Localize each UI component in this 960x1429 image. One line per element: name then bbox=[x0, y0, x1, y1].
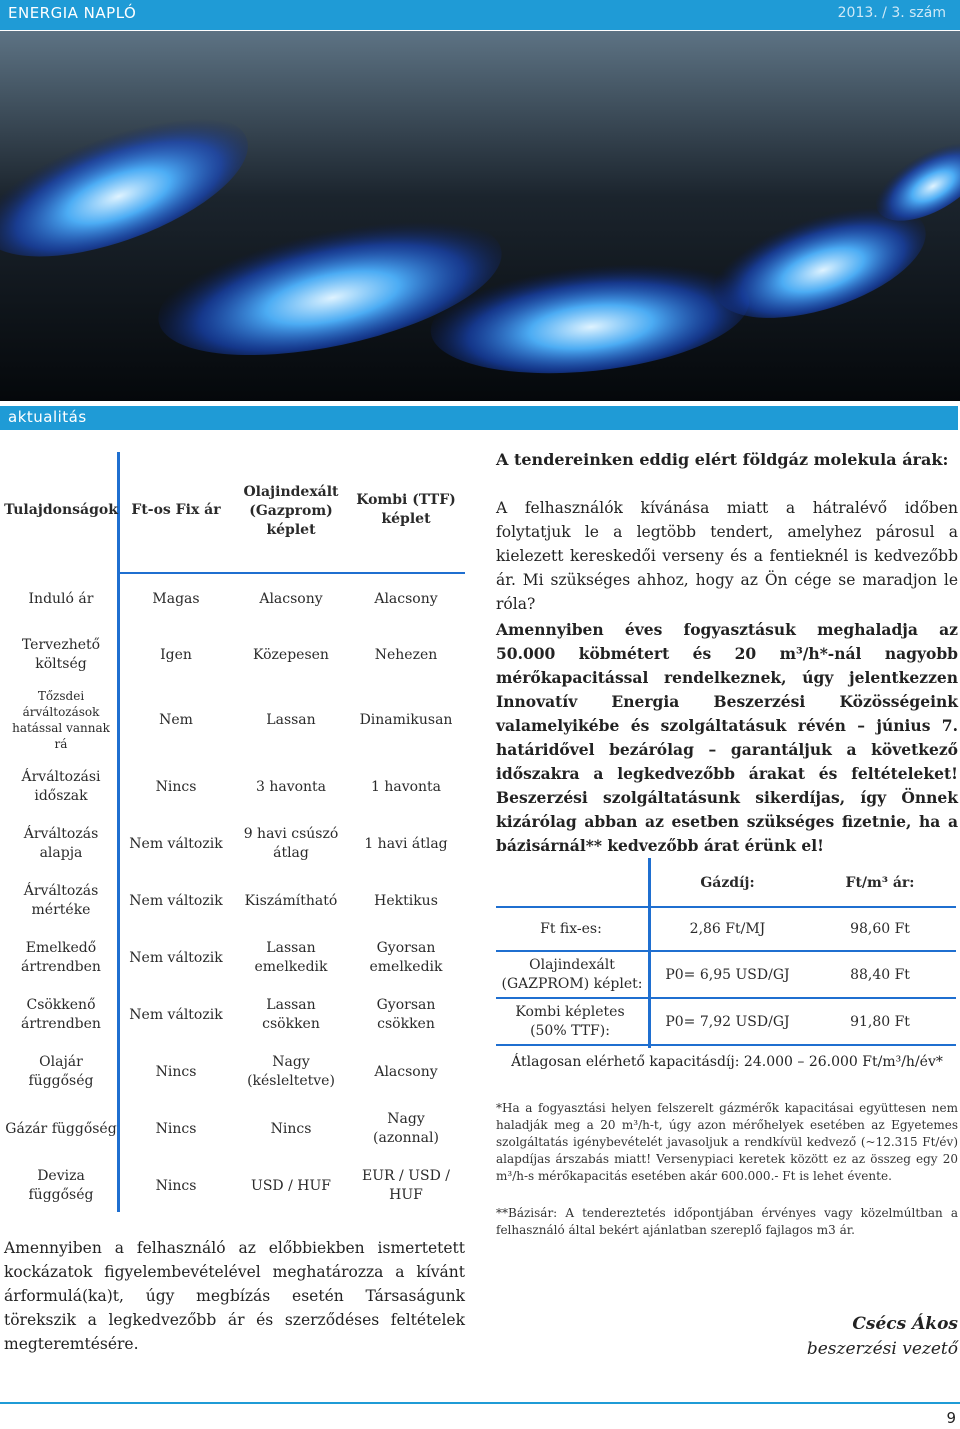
cell-fixed: Nem változik bbox=[129, 1006, 223, 1023]
header-properties: Tulajdonságok bbox=[4, 501, 118, 518]
price-row-label: Ft fix-es: bbox=[540, 920, 602, 937]
offer-paragraph: Amennyiben éves fogyasztásuk meghaladja az 50.000 köbmétert és 20 m³/h*-nál nagyobb mérőkapacitással rendelkeznek, úgy jelentkezzen Innovatív Energia Beszerzési Közösségeink valamelyikébe és szolgáltatásuk révén – június 7. határidővel bezárólag – garantáljuk a következő időszakra a legkedvezőbb árakat és feltételeket! Beszerzési szolgáltatásunk sikerdíjas, így Önnek kizárólag abban az esetben szükséges fizetnie, ha a bázisárnál** kedvezőbb árat érünk el! bbox=[496, 620, 958, 855]
header-fee: Gázdíj: bbox=[700, 874, 755, 891]
cell-fixed: Nem bbox=[159, 711, 193, 728]
cell-fixed: Nincs bbox=[155, 778, 197, 795]
cell-kombi: Hektikus bbox=[374, 892, 438, 909]
page-number: 9 bbox=[946, 1409, 956, 1427]
intro-paragraph: A felhasználók kívánása miatt a hátralévő időben folytatjuk le a legtöbb tendert, amelyhez párosul a kielezett kereskedői verseny és a fentieknél is kedvezőbb ár. Mi szükséges ahhoz, hogy az Ön cége se maradjon le róla? bbox=[496, 499, 958, 613]
average-capacity-fee: Átlagosan elérhető kapacitásdíj: 24.000 – 26.000 Ft/m³/h/év* bbox=[511, 1054, 943, 1070]
section-label: aktualitás bbox=[8, 408, 87, 426]
cell-kombi: Alacsony bbox=[374, 590, 438, 607]
row-label: Árváltozás mértéke bbox=[23, 883, 99, 918]
row-label: Tervezhető költség bbox=[21, 637, 101, 672]
cell-oil: 3 havonta bbox=[255, 778, 327, 795]
table-divider bbox=[496, 997, 956, 999]
cell-kombi: Alacsony bbox=[374, 1063, 438, 1080]
cell-oil: Közepesen bbox=[253, 646, 329, 663]
cell-kombi: Dinamikusan bbox=[359, 711, 453, 728]
cell-kombi: 1 havonta bbox=[370, 778, 442, 795]
publication-title: ENERGIA NAPLÓ bbox=[8, 4, 137, 22]
price-row-label: Olajindexált (GAZPROM) képlet: bbox=[501, 957, 643, 992]
cell-kombi: Gyorsan csökken bbox=[376, 997, 436, 1032]
signature-title: beszerzési vezető bbox=[806, 1339, 958, 1359]
footnote-base-price: **Bázisár: A tendereztetés időpontjában érvényes vagy közelmúltban a felhasználó által bekért ajánlatban szereplő fajlagos m3 ár. bbox=[496, 1206, 958, 1237]
signature-name: Csécs Ákos bbox=[852, 1314, 958, 1334]
left-paragraph: Amennyiben a felhasználó az előbbiekben ismertetett kockázatok figyelembevételével meghatározza a kívánt árformulá(ka)t, úgy megbízás esetén Társaságunk törekszik a legkedvezőbb ár és szerződéses feltételek megteremtésére. bbox=[4, 1239, 465, 1353]
row-label: Tőzsdei árváltozások hatással vannak rá bbox=[12, 689, 110, 751]
row-label: Csökkenő ártrendben bbox=[21, 997, 101, 1032]
footnote-capacity: *Ha a fogyasztási helyen felszerelt gázmérők kapacitásai együttesen nem haladják meg a 20 m³/h-t, úgy azon mérőhelyek esetében az Egyetemes szolgáltatás igénybevételét javasoljuk a rendkívül kedvező (~12.315 Ft/év) alapdíjas árszabás miatt! Versenypiaci keretek között ez az összeg egy 20 m³/h-s mérőkapacitás esetében akár 600.000.- Ft is lehet évente. bbox=[496, 1101, 958, 1183]
prices-heading: A tendereinken eddig elért földgáz molekula árak: bbox=[496, 450, 949, 469]
cell-oil: Lassan bbox=[266, 711, 316, 728]
table-divider bbox=[648, 858, 651, 1048]
cell-oil: Nagy (késleltetve) bbox=[247, 1054, 335, 1089]
cell-fixed: Nincs bbox=[155, 1063, 197, 1080]
table-divider bbox=[117, 452, 120, 1212]
cell-oil: Lassan emelkedik bbox=[254, 940, 328, 975]
cell-fixed: Magas bbox=[152, 590, 200, 607]
issue-number: 2013. / 3. szám bbox=[837, 5, 946, 21]
cell-fixed: Nem változik bbox=[129, 949, 223, 966]
row-label: Olajár függőség bbox=[28, 1054, 94, 1089]
cell-oil: Lassan csökken bbox=[262, 997, 320, 1032]
row-label: Gázár függőség bbox=[5, 1120, 117, 1137]
header-kombi: Kombi (TTF) képlet bbox=[356, 492, 456, 527]
price-row-price: 91,80 Ft bbox=[850, 1013, 910, 1030]
table-divider bbox=[496, 950, 956, 952]
cell-oil: Alacsony bbox=[259, 590, 323, 607]
cell-oil: Kiszámítható bbox=[244, 892, 338, 909]
flame-illustration bbox=[0, 31, 960, 401]
cell-kombi: Gyorsan emelkedik bbox=[369, 940, 443, 975]
row-label: Induló ár bbox=[28, 590, 94, 607]
price-row-price: 98,60 Ft bbox=[850, 920, 910, 937]
cell-fixed: Nem változik bbox=[129, 892, 223, 909]
cell-oil: Nincs bbox=[270, 1120, 312, 1137]
header-oil: Olajindexált (Gazprom) képlet bbox=[243, 483, 339, 538]
header-fixed: Ft-os Fix ár bbox=[131, 501, 221, 518]
cell-kombi: Nagy (azonnal) bbox=[373, 1111, 439, 1146]
row-label: Árváltozás alapja bbox=[23, 826, 99, 861]
cell-fixed: Nincs bbox=[155, 1177, 197, 1194]
price-row-fee: 2,86 Ft/MJ bbox=[689, 920, 766, 937]
table-divider bbox=[496, 906, 956, 908]
price-row-fee: P0= 6,95 USD/GJ bbox=[665, 966, 790, 983]
section-bar bbox=[0, 406, 958, 430]
row-label: Emelkedő ártrendben bbox=[21, 940, 101, 975]
cell-oil: USD / HUF bbox=[251, 1177, 331, 1194]
row-label: Deviza függőség bbox=[28, 1168, 94, 1203]
cell-oil: 9 havi csúszó átlag bbox=[243, 826, 339, 861]
cell-kombi: 1 havi átlag bbox=[364, 835, 448, 852]
header-price: Ft/m³ ár: bbox=[845, 874, 915, 891]
cell-kombi: Nehezen bbox=[374, 646, 438, 663]
cell-fixed: Nincs bbox=[155, 1120, 197, 1137]
row-label: Árváltozási időszak bbox=[21, 769, 101, 804]
cell-fixed: Nem változik bbox=[129, 835, 223, 852]
footer-divider bbox=[0, 1402, 960, 1404]
cell-fixed: Igen bbox=[160, 646, 192, 663]
table-divider bbox=[496, 1044, 956, 1046]
table-divider bbox=[117, 572, 465, 574]
price-row-fee: P0= 7,92 USD/GJ bbox=[665, 1013, 790, 1030]
gas-flame-photo bbox=[0, 31, 960, 401]
cell-kombi: EUR / USD / HUF bbox=[362, 1168, 450, 1203]
price-row-price: 88,40 Ft bbox=[850, 966, 910, 983]
top-bar bbox=[0, 0, 960, 30]
price-row-label: Kombi képletes (50% TTF): bbox=[515, 1004, 625, 1039]
